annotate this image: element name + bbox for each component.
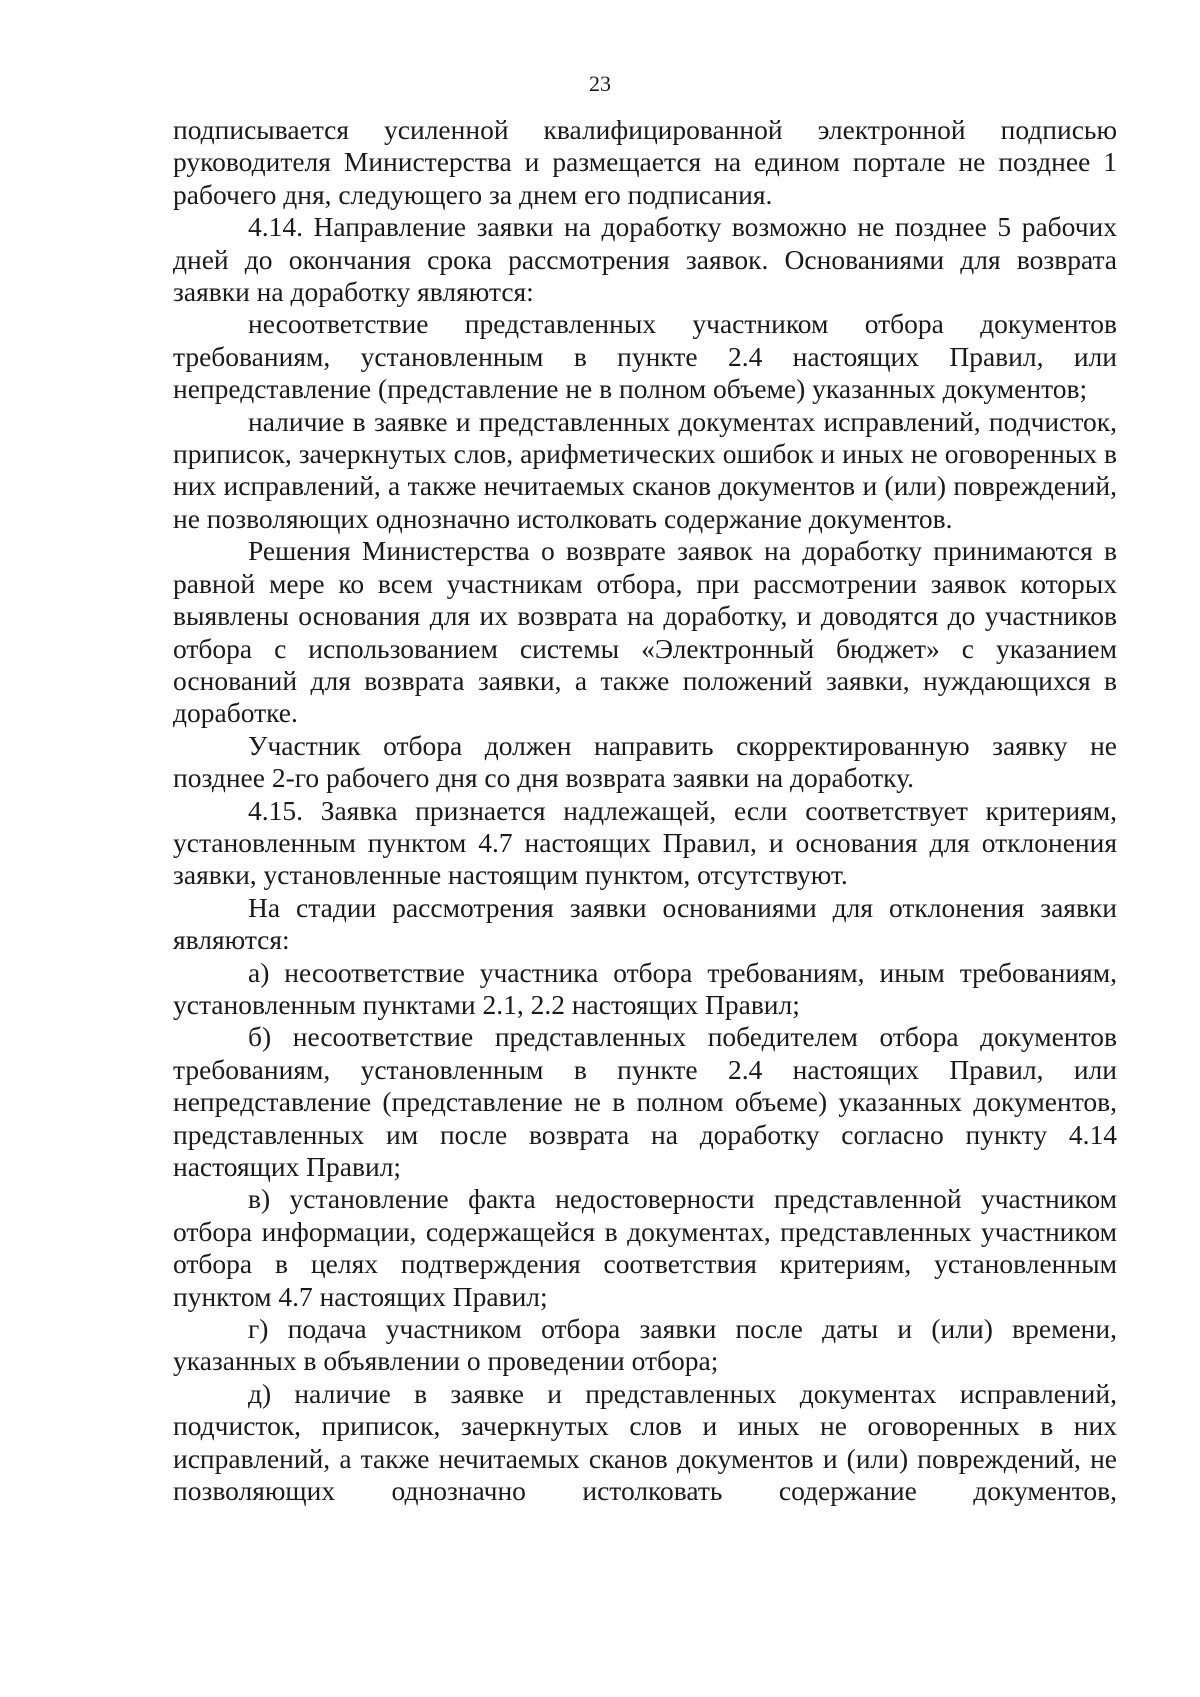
paragraph-rejection-grounds-intro: На стадии рассмотрения заявки основаниями для отклонения заявки являются: bbox=[173, 891, 1117, 956]
paragraph-rejection-c: в) установление факта недостоверности представленной участником отбора информации, содержащейся в документах, представленных участником отбора в целях подтверждения соответствия критериям, установленным пунктом 4.7 настоящих Правил; bbox=[173, 1183, 1117, 1312]
paragraph-4-15: 4.15. Заявка признается надлежащей, если соответствует критериям, установленным пунктом 4.7 настоящих Правил, и основания для отклонения заявки, установленные настоящим пунктом, отсутствуют. bbox=[173, 794, 1117, 891]
paragraph-4-14: 4.14. Направление заявки на доработку возможно не позднее 5 рабочих дней до окончания срока рассмотрения заявок. Основаниями для возврата заявки на доработку являются: bbox=[173, 211, 1117, 308]
paragraph-resubmission-deadline: Участник отбора должен направить скорректированную заявку не позднее 2-го рабочего дня со дня возврата заявки на доработку. bbox=[173, 729, 1117, 794]
paragraph-rejection-e: д) наличие в заявке и представленных документах исправлений, подчисток, приписок, зачеркнутых слов и иных не оговоренных в них исправлений, а также нечитаемых сканов документов и (или) повреждений, не позволяющих однозначно истолковать содержание документов, bbox=[173, 1377, 1117, 1507]
document-body bbox=[173, 114, 1117, 1507]
paragraph-continuation: подписывается усиленной квалифицированной электронной подписью руководителя Министерства и размещается на едином портале не позднее 1 рабочего дня, следующего за днем его подписания. bbox=[173, 114, 1117, 210]
paragraph-return-reason-corrections: наличие в заявке и представленных документах исправлений, подчисток, приписок, зачеркнутых слов, арифметических ошибок и иных не оговоренных в них исправлений, а также нечитаемых сканов документов и (или) повреждений, не позволяющих однозначно истолковать содержание документов. bbox=[173, 405, 1117, 534]
paragraph-rejection-a: а) несоответствие участника отбора требованиям, иным требованиям, установленным пунктами 2.1, 2.2 настоящих Правил; bbox=[173, 956, 1117, 1020]
paragraph-rejection-d: г) подача участником отбора заявки после даты и (или) времени, указанных в объявлении о проведении отбора; bbox=[173, 1313, 1117, 1377]
paragraph-return-reason-documents: несоответствие представленных участником отбора документов требованиям, установленным в пункте 2.4 настоящих Правил, или непредставление (представление не в полном объеме) указанных документов; bbox=[173, 308, 1117, 405]
paragraph-return-decisions: Решения Министерства о возврате заявок на доработку принимаются в равной мере ко всем участникам отбора, при рассмотрении заявок которых выявлены основания для их возврата на доработку, и доводятся до участников отбора с использованием системы «Электронный бюджет» с указанием оснований для возврата заявки, а также положений заявки, нуждающихся в доработке. bbox=[173, 535, 1117, 729]
paragraph-rejection-b: б) несоответствие представленных победителем отбора документов требованиям, установленным в пункте 2.4 настоящих Правил, или непредставление (представление не в полном объеме) указанных документов, представленных им после возврата на доработку согласно пункту 4.14 настоящих Правил; bbox=[173, 1021, 1117, 1182]
page-number: 23 bbox=[589, 71, 611, 96]
